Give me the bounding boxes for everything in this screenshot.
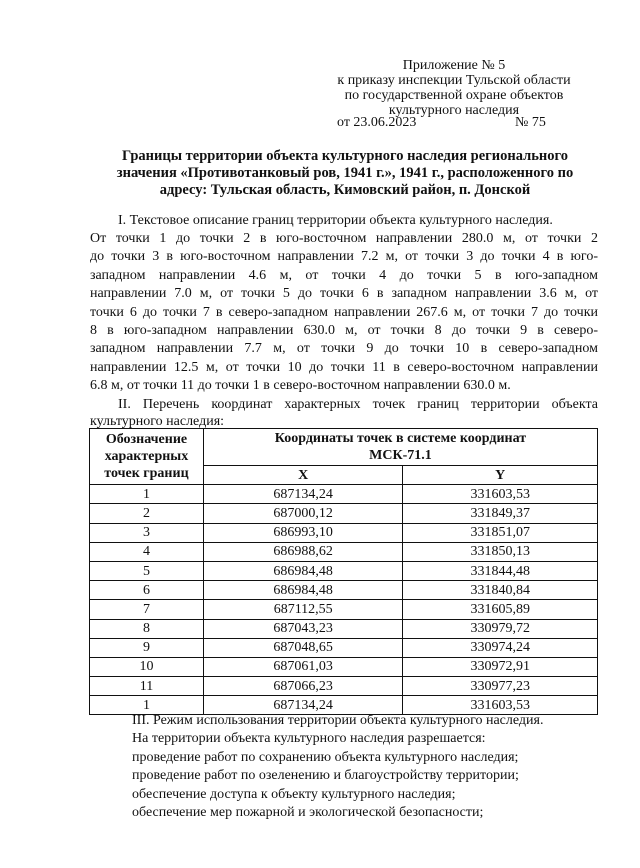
section-2-heading: [90, 396, 598, 429]
point-cell: 1: [90, 696, 204, 715]
text-line: направлении 12.5 м, от точки 10 до точки 11 в северо-восточном направлении: [90, 359, 598, 375]
text-line: направлении 7.0 м, от точки 5 до точки 6 в западном направлении 3.6 м, от: [90, 286, 598, 302]
x-header: X: [203, 466, 403, 485]
section-3-text: [132, 730, 519, 823]
x-cell: 686993,10: [203, 523, 403, 542]
point-cell: 6: [90, 581, 204, 600]
text-line: 6.8 м, от точки 11 до точки 1 в северо-восточном направлении 630.0 м.: [90, 378, 511, 394]
y-cell: 331605,89: [403, 600, 598, 619]
y-cell: 330977,23: [403, 677, 598, 696]
table-row: [90, 600, 598, 619]
point-cell: 2: [90, 504, 204, 523]
y-cell: 331849,37: [403, 504, 598, 523]
text-line: От точки 1 до точки 2 в юго-восточном направлении 280.0 м, от точки 2: [90, 231, 598, 246]
y-cell: 331840,84: [403, 581, 598, 600]
y-cell: 331603,53: [403, 696, 598, 715]
point-cell: 4: [90, 542, 204, 561]
point-cell: 11: [90, 677, 204, 696]
section-3-heading: III. Режим использования территории объекта культурного наследия.: [132, 713, 544, 728]
text-line: обеспечение мер пожарной и экологической безопасности;: [132, 805, 484, 820]
section-2-heading-line: II. Перечень координат характерных точек границ территории объекта: [118, 397, 598, 412]
table-row: [90, 619, 598, 638]
appendix-label: Приложение № 5: [402, 58, 506, 73]
document-title: [90, 148, 600, 199]
section-2-heading-line: культурного наследия:: [90, 414, 225, 430]
coordinates-table: [89, 428, 598, 715]
x-cell: 687048,65: [203, 638, 403, 657]
text-line: западном направлении 7.7 м, от точки 9 до точки 10 в северо-западном: [90, 341, 598, 357]
text-line: 8 в юго-западном направлении 630.0 м, от точки 8 до точки 9 в северо-: [90, 323, 598, 339]
table-row: [90, 485, 598, 504]
x-cell: 687000,12: [203, 504, 403, 523]
x-cell: 687066,23: [203, 677, 403, 696]
appendix-header: [300, 58, 608, 118]
table-row: [90, 542, 598, 561]
point-cell: 10: [90, 657, 204, 676]
table-row: [90, 523, 598, 542]
title-line: адресу: Тульская область, Кимовский район, п. Донской: [159, 182, 531, 198]
order-number: № 75: [515, 115, 546, 130]
point-cell: 1: [90, 485, 204, 504]
text-line: западном направлении 4.6 м, от точки 4 до точки 5 в юго-западном: [90, 267, 598, 283]
table-row: [90, 657, 598, 676]
section-1-heading: I. Текстовое описание границ территории объекта культурного наследия.: [118, 213, 553, 228]
point-cell: 9: [90, 638, 204, 657]
y-cell: 331844,48: [403, 561, 598, 580]
text-line: На территории объекта культурного наследия разрешается:: [132, 731, 486, 746]
point-label-header: Обозначение характерных точек границ: [90, 429, 204, 485]
x-cell: 686984,48: [203, 581, 403, 600]
order-date: от 23.06.2023: [337, 115, 417, 130]
y-cell: 331850,13: [403, 542, 598, 561]
section-1-text: [90, 230, 598, 396]
table-row: [90, 504, 598, 523]
text-line: обеспечение доступа к объекту культурного наследия;: [132, 786, 456, 802]
order-reference-2: по государственной охране объектов: [344, 88, 564, 103]
table-row: [90, 581, 598, 600]
text-line: проведение работ по озеленению и благоустройству территории;: [132, 768, 519, 783]
point-cell: 5: [90, 561, 204, 580]
text-line: проведение работ по сохранению объекта культурного наследия;: [132, 749, 519, 765]
x-cell: 686988,62: [203, 542, 403, 561]
x-cell: 686984,48: [203, 561, 403, 580]
order-reference-3: культурного наследия: [388, 103, 520, 118]
point-cell: 3: [90, 523, 204, 542]
table-row: [90, 638, 598, 657]
x-cell: 687043,23: [203, 619, 403, 638]
x-cell: 687134,24: [203, 696, 403, 715]
text-line: до точки 3 в юго-восточном направлении 7.2 м, от точки 3 до точки 4 в юго-: [90, 249, 598, 265]
x-cell: 687061,03: [203, 657, 403, 676]
title-line: значения «Противотанковый ров, 1941 г.», 1941 г., расположенного по: [116, 165, 574, 181]
x-cell: 687112,55: [203, 600, 403, 619]
y-cell: 331603,53: [403, 485, 598, 504]
y-cell: 330974,24: [403, 638, 598, 657]
y-header: Y: [403, 466, 598, 485]
x-cell: 687134,24: [203, 485, 403, 504]
order-reference: к приказу инспекции Тульской области: [337, 73, 571, 88]
table-row: [90, 561, 598, 580]
point-cell: 7: [90, 600, 204, 619]
y-cell: 330979,72: [403, 619, 598, 638]
title-line: Границы территории объекта культурного наследия регионального: [122, 148, 568, 164]
y-cell: 330972,91: [403, 657, 598, 676]
point-cell: 8: [90, 619, 204, 638]
y-cell: 331851,07: [403, 523, 598, 542]
text-line: точки 6 до точки 7 в северо-западном направлении 267.6 м, от точки 7 до точки: [90, 304, 598, 320]
coord-system-header: Координаты точек в системе координат МСК-71.1: [203, 429, 597, 466]
table-row: [90, 677, 598, 696]
